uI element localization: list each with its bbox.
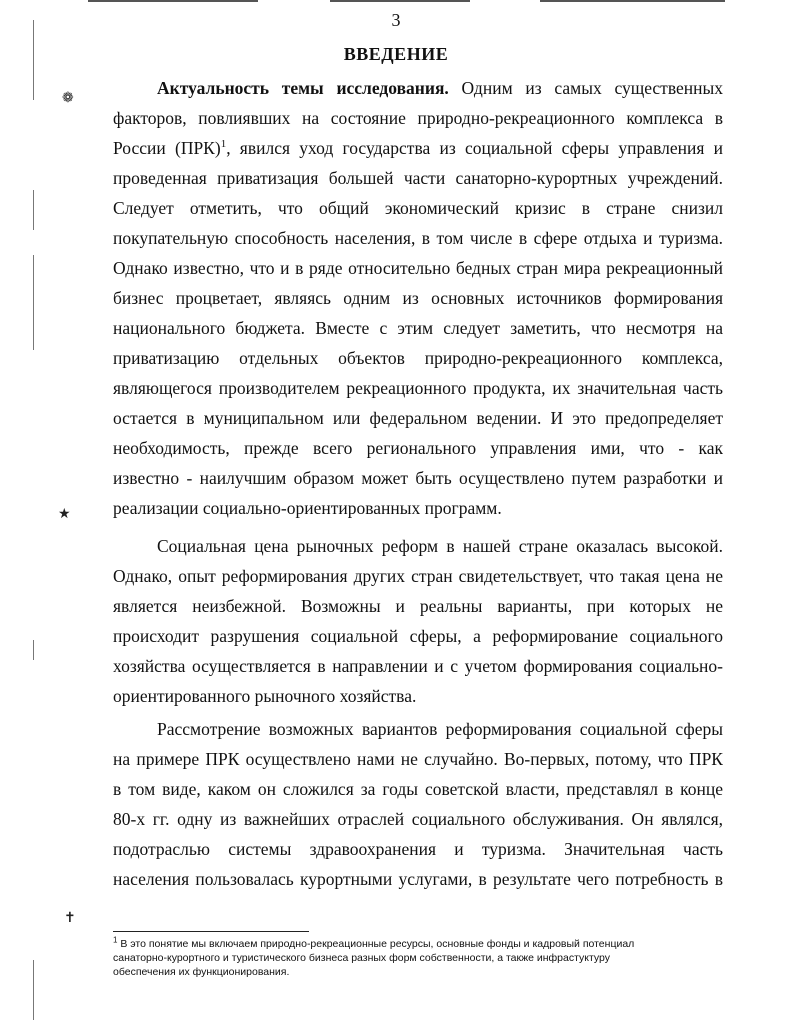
footnote-divider [113,931,309,932]
line-segment: , явился уход государства из социальной сферы управления и [226,138,723,158]
paragraph-line: бизнес процветает, являясь одним из основных источников формирования [113,288,723,308]
paragraph-line: в том виде, каком он сложился за годы советской власти, представлял в конце [113,779,723,799]
page-title: ВВЕДЕНИЕ [343,44,449,64]
paragraph-line: на примере ПРК осуществлено нами не случайно. Во-первых, потому, что ПРК [113,749,723,769]
paragraph-line: 80-х гг. одну из важнейших отраслей социального обслуживания. Он являлся, [113,809,723,829]
paragraph-line: хозяйства осуществляется в направлении и с учетом формирования социально- [113,656,723,676]
scan-top-rule [88,0,258,2]
paragraph-line: реализации социально-ориентированных программ. [113,498,502,518]
paragraph-line: национального бюджета. Вместе с этим следует заметить, что несмотря на [113,318,723,338]
lead-continuation: Одним из самых существенных [448,78,723,98]
scan-left-edge [33,255,34,350]
binding-mark-icon: ★ [58,507,71,522]
lead-phrase: Актуальность темы исследования. [157,78,449,98]
paragraph-line [157,75,723,101]
paragraph-line: необходимость, прежде всего регионального управления ими, что - как [113,438,723,458]
paragraph-line: приватизацию отдельных объектов природно-рекреационного комплекса, [113,348,723,368]
binding-mark-icon: ✝ [64,911,76,926]
footnote-text: В это понятие мы включаем природно-рекреационные ресурсы, основные фонды и кадровый потенциал [117,938,635,950]
paragraph-line: Социальная цена рыночных реформ в нашей стране оказалась высокой. [157,536,723,556]
paragraph-line: ориентированного рыночного хозяйства. [113,686,417,706]
paragraph-line: остается в муниципальном или федеральном ведении. И это предопределяет [113,408,723,428]
paragraph-line: подотраслью системы здравоохранения и туризма. Значительная часть [113,839,723,859]
paragraph-line: Рассмотрение возможных вариантов реформирования социальной сферы [157,719,723,739]
scan-left-edge [33,960,34,1020]
paragraph-line: известно - наилучшим образом может быть осуществлено путем разработки и [113,468,723,488]
footnote-line [113,937,733,951]
paragraph-line: населения пользовалась курортными услугами, в результате чего потребность в [113,869,723,889]
scan-top-rule [540,0,725,2]
paragraph-line: происходит разрушения социальной сферы, а реформирование социального [113,626,723,646]
scan-top-rule [330,0,470,2]
paragraph-line: факторов, повлиявших на состояние природно-рекреационного комплекса в [113,108,723,128]
paragraph-line [113,135,723,161]
paragraph-line: являющегося производителем рекреационного продукта, их значительная часть [113,378,723,398]
paragraph-line: Однако известно, что и в ряде относительно бедных стран мира рекреационный [113,258,723,278]
paragraph-line: Следует отметить, что общий экономический кризис в стране снизил [113,198,723,218]
paragraph-line: проведенная приватизация большей части санаторно-курортных учреждений. [113,168,723,188]
scan-left-edge [33,190,34,230]
paragraph-line: покупательную способность населения, в том числе в сфере отдыха и туризма. [113,228,723,248]
paragraph-line: является неизбежной. Возможны и реальны варианты, при которых не [113,596,723,616]
line-segment: России (ПРК) [113,138,221,158]
footnote-line: санаторно-курортного и туристического бизнеса разных форм собственности, а также инфрастуктуру [113,952,611,964]
binding-mark-icon: ❁ [62,91,74,106]
paragraph-line: Однако, опыт реформирования других стран свидетельствует, что такая цена не [113,566,723,586]
footnote-line: обеспечения их функционирования. [113,966,290,978]
page-number: 3 [391,10,401,30]
scan-left-edge [33,640,34,660]
footnote-marker: 1 [113,935,118,945]
footnote-reference: 1 [220,138,227,151]
